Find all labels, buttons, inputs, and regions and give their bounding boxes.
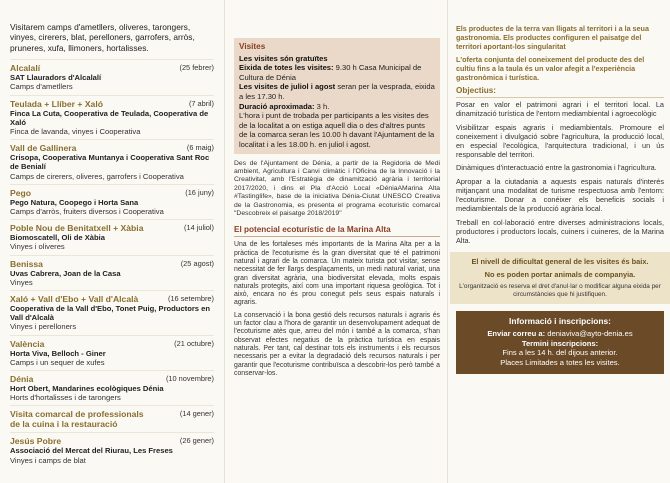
entry-description: Vinyes [10, 277, 33, 287]
conditions-band [450, 252, 670, 304]
fold-line-2 [447, 0, 448, 483]
intro-text: Visitarem camps d'ametllers, oliveres, tarongers, vinyes, cirerers, blat, perelloners, garrofers, arròs, pruneres, xufa, llimoners, hortalisses. [10, 22, 195, 53]
entry-description: Vinyes i perelloners [10, 322, 77, 332]
places-note: Places Limitades a totes les visites. [500, 358, 620, 368]
entry-date: (21 octubre) [174, 338, 214, 348]
organization-note: L'organització es reserva el dret d'anul·lar o modificar alguna eixida per circumstàncies que hi justifiquen. [459, 282, 661, 298]
entry-date: (26 gener) [179, 436, 214, 446]
entry-place: Visita comarcal de professionals de la cuina i la restauració [10, 409, 144, 430]
entry-organization: Pego Natura, Coopego i Horta Sana [10, 197, 139, 207]
duration-value: 3 h. [314, 101, 330, 111]
entry-place: Xaló + Vall d'Ebo + Vall d'Alcalà [10, 294, 139, 305]
entry-description: Camps i un sequer de xufes [10, 357, 105, 367]
itinerary-entry [10, 290, 214, 332]
entry-date: (16 juny) [185, 187, 214, 197]
departure-value: 9.30 h Casa Municipal de Cultura de Dénia [239, 63, 422, 82]
entry-organization: Horta Viva, Belloch - Giner [10, 348, 106, 358]
duration-label: Duració aproximada: [239, 101, 315, 111]
deadline-value: Fins a les 14 h. del dijous anterior. [502, 348, 618, 358]
entry-place: Dénia [10, 374, 34, 385]
summer-value: seran per la vesprada, eixida a les 17.30 h. [239, 82, 435, 101]
entry-date: (10 novembre) [165, 374, 214, 384]
entry-organization: Hort Obert, Mandarines ecològiques Dénia [10, 384, 164, 394]
objective-item: Posar en valor el patrimoni agrari i el territori local. La dinamització turística de l'entorn mediambiental i agroecològic [456, 100, 664, 118]
itinerary-entry [10, 432, 214, 464]
entry-date: (16 setembre) [167, 294, 214, 304]
objectives-title: Objectius: [456, 86, 664, 98]
objective-item: Apropar a la ciutadania a aquests espais naturals d'interés mitjançant una modalitat de turisme respectuosa amb l'entorn: l'ecoturisme. Donar a conéixer els beneficis socials i mediambientals de la producció agrària local. [456, 177, 664, 214]
itinerary-entry [10, 405, 214, 429]
itinerary-entry [10, 95, 214, 137]
difficulty-note: El nivell de dificultat general de les visites és baix. [471, 256, 649, 266]
entry-description: Camps d'arròs, fruiters diversos i Cooperativa [10, 207, 164, 217]
entry-place: València [10, 338, 45, 349]
registration-title: Informació i inscripcions: [509, 315, 611, 326]
entry-place: Jesús Pobre [10, 436, 62, 447]
deadline-label: Termini inscripcions: [521, 338, 599, 348]
body-paragraph-2: La conservació i la bona gestió dels recursos naturals i agraris és un factor clau a l'hora de garantir un desenvolupament adequat de l'ecoturisme atès que, arreu del món i també a la comarca, s'han observat efectes negatius de la pràctica turística en espais naturals. Per tant, cal destinar tots els instruments i els recursos necessaris per a evitar la degradació dels recursos naturals i per garantir que l'ecoturisme contribuïsca a descobrir-los però també a conservar-los. [234, 311, 440, 377]
free-visits: Les visites són gratuïtes [239, 53, 328, 63]
itinerary-entry [10, 370, 214, 402]
pets-note: No es poden portar animals de companyia. [484, 269, 636, 279]
entry-organization: Uvas Cabrera, Joan de la Casa [10, 268, 121, 278]
itinerary-column [0, 0, 222, 483]
departure-label: Eixida de totes les visites: [239, 63, 334, 73]
itinerary-entry [10, 335, 214, 367]
objective-item: Treball en col·laboració entre diverses administracions locals, productores i productors locals, cuiners i cuineres, de la Marina Alta. [456, 217, 664, 245]
itinerary-entry [10, 139, 214, 181]
entry-description: Finca de lavanda, vinyes i Cooperativa [10, 127, 141, 137]
entry-organization: Finca La Cuta, Cooperativa de Teulada, Cooperativa de Xaló [10, 108, 209, 127]
entry-date: (6 maig) [186, 143, 214, 153]
entry-date: (14 juliol) [184, 223, 214, 233]
entry-organization: Crisopa, Cooperativa Muntanya i Cooperativa Sant Roc de Benialí [10, 153, 210, 172]
itinerary-entry [10, 219, 214, 251]
meeting-point: L'hora i punt de trobada per participants a les visites des de la localitat a on estiga aquell dia o des d'altres punts de la comarca seran les 10.00 h davant l'Ajuntament de la localitat i a les 18.00 h. en juliol i agost. [239, 111, 435, 149]
itinerary-list [10, 59, 214, 465]
entry-description: Camps d'ametllers [10, 82, 73, 92]
entry-place: Pego [10, 187, 32, 198]
entry-description: Camps de cirerers, oliveres, garrofers i Cooperativa [10, 171, 184, 181]
email-link[interactable]: deniaviva@ayto-denia.es [545, 329, 633, 339]
entry-date: (7 abril) [188, 98, 214, 108]
objective-item: Visibilitzar espais agraris i mediambientals. Promoure el coneixement i divulgació sobre l'agricultura, la producció local, en especial l'ecològica, l'arquitectura tradicional, i un ús responsable del territori. [456, 122, 664, 159]
entry-organization: Biomoscatell, Oli de Xàbia [10, 233, 105, 243]
entry-organization: Cooperativa de la Vall d'Ebo, Tonet Puig, Productors en Vall d'Alcalà [10, 304, 210, 323]
entry-place: Benissa [10, 258, 43, 269]
entry-date: (14 gener) [179, 409, 214, 419]
entry-place: Alcalalí [10, 63, 41, 74]
section-title: El potencial ecoturístic de la Marina Alta [234, 225, 440, 237]
entry-place: Teulada + Llíber + Xaló [10, 98, 103, 109]
entry-organization: Associació del Mercat del Riurau, Les Freses [10, 446, 173, 456]
visites-box [234, 38, 440, 154]
entry-date: (25 agost) [180, 258, 214, 268]
entry-organization: SAT Llauradors d'Alcalalí [10, 73, 102, 83]
info-column [228, 0, 446, 483]
entry-description: Vinyes i oliveres [10, 242, 65, 252]
summer-label: Les visites de juliol i agost [239, 82, 336, 92]
entry-description: Vinyes i camps de blat [10, 455, 86, 465]
email-label: Enviar correu a: [487, 329, 546, 339]
itinerary-entry [10, 59, 214, 91]
highlight-2: L'oferta conjunta del coneixement del producte des del cultiu fins a la taula és un valor afegit a l'experiència gastronòmica i turística. [456, 55, 645, 82]
entry-place: Vall de Gallinera [10, 143, 77, 154]
objectives-column [450, 0, 670, 483]
objective-item: Dinàmiques d'interactuació entre la gastronomia i l'agricultura. [456, 163, 657, 173]
highlight-1: Els productes de la terra van lligats al territori i a la seua gastronomia. Els productes configuren el paisatge del territori aportant-los singularitat [456, 24, 649, 51]
fold-line-1 [224, 0, 225, 483]
program-intro: Des de l'Ajuntament de Dénia, a partir de la Regidoria de Medi ambient, Agricultura i Canvi climàtic i l'Oficina de la Innovació i la Creativitat, amb l'Estratègia de dinamització agrària i territorial 2017/2020, i dins el Pla d'Acció Local «DéniaAMarina Alta #Tastinglife», base de la iniciativa Dénia-Ciutat UNESCO Creativa de la Gastronomia, es presenta el programa ecoturistic comarcal "Descobreix el paisatge 2018/2019" [234, 159, 440, 217]
itinerary-entry [10, 184, 214, 216]
entry-date: (25 febrer) [179, 63, 214, 73]
itinerary-entry [10, 255, 214, 287]
registration-box [456, 311, 664, 374]
entry-place: Poble Nou de Benitatxell + Xàbia [10, 223, 144, 234]
entry-description: Horts d'hortalisses i de tarongers [10, 393, 121, 403]
body-paragraph-1: Una de les fortaleses més importants de la Marina Alta per a la pràctica de l'ecoturisme és la gran diversitat que té el patrimoni natural i agrari de la comarca. Un mateix turista pot visitar, sense necessitat de fer llargs desplaçaments, un medi natural variat, una gran diversitat agrària, una biodiversitat elevada, molts espais naturals protegits, així com una important riquesa geològica. Tot i això, encara no és prou conegut pels seus espais naturals i agraris. [234, 241, 440, 307]
visites-title: Visites [239, 42, 266, 51]
